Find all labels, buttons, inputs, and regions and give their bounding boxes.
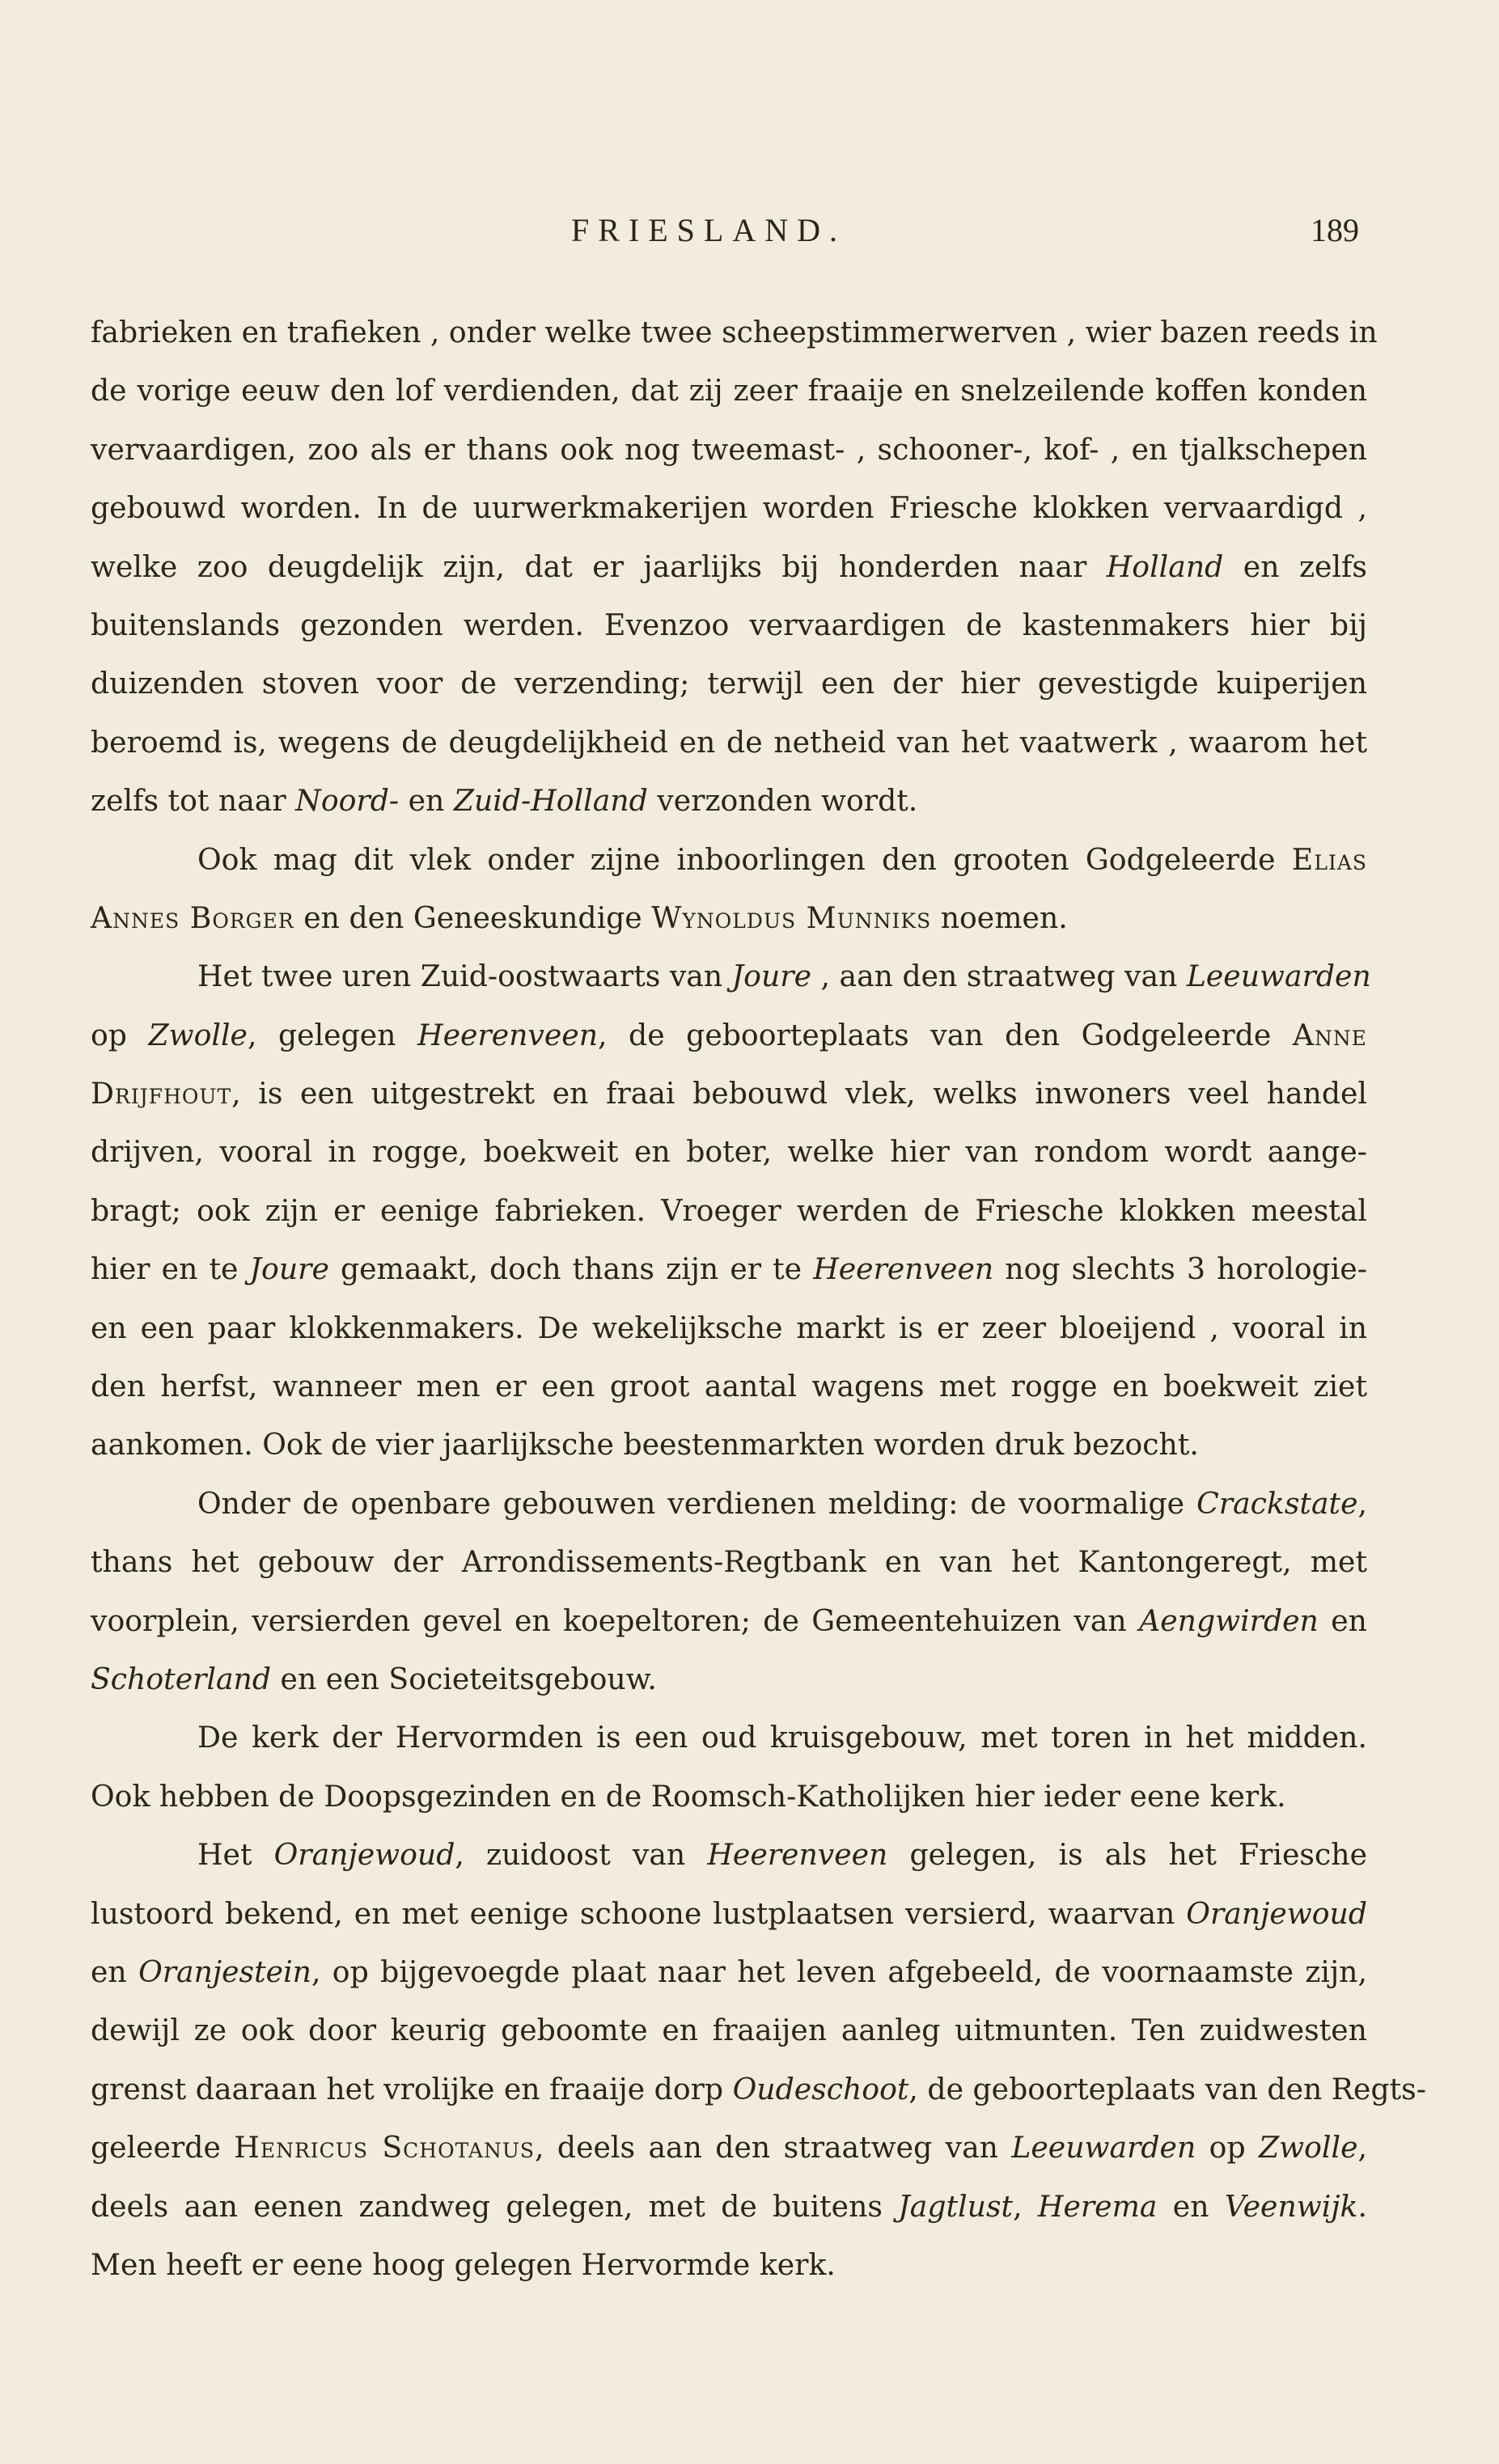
text-span: nog slechts 3 horologie- <box>993 1251 1367 1287</box>
text-line <box>91 1885 1367 1943</box>
smallcaps-name: Drijfhout <box>91 1076 232 1111</box>
italic-text: Heerenveen <box>417 1017 599 1052</box>
text-line <box>91 362 1367 420</box>
italic-text: Oranjestein <box>138 1954 311 1989</box>
text-span: , <box>1357 2130 1367 2166</box>
text-span: dewijl ze ook door keurig geboomte en fraaijen aanleg uitmunten. Ten zuidwesten <box>91 2013 1367 2048</box>
italic-text: Jagtlust <box>898 2188 1014 2224</box>
italic-text: Aengwirden <box>1139 1602 1319 1638</box>
text-span: lustoord bekend, en met eenige schoone lustplaatsen versierd, waarvan <box>91 1895 1187 1931</box>
italic-text: Heerenveen <box>813 1251 994 1287</box>
smallcaps-name: Annes Borger <box>91 900 294 935</box>
text-line <box>91 1768 1367 1826</box>
italic-text: Zuid-Holland <box>453 783 648 819</box>
text-span: duizenden stoven voor de verzending; terwijl een der hier gevestigde kuiperijen <box>91 666 1367 701</box>
text-line <box>91 2001 1367 2060</box>
text-line <box>91 479 1367 537</box>
text-span: , gelegen <box>247 1017 418 1052</box>
text-span: en <box>91 1954 139 1989</box>
text-span: , deels aan den straatweg van <box>535 2130 1012 2166</box>
text-span: , <box>1357 1485 1367 1521</box>
text-line <box>91 947 1371 1005</box>
text-span: verzonden wordt. <box>647 783 918 819</box>
text-span: , zuidoost van <box>455 1837 708 1873</box>
text-line <box>91 2236 1367 2294</box>
text-line <box>91 1650 1367 1708</box>
text-span: , op bijgevoegde plaat naar het leven afgebeeld, de voornaamste zijn, <box>311 1954 1367 1989</box>
text-line <box>91 831 1367 889</box>
text-line <box>91 303 1378 362</box>
smallcaps-name: Elias <box>1291 841 1367 877</box>
text-line <box>91 1065 1367 1123</box>
smallcaps-name: Wynoldus Munniks <box>651 900 932 935</box>
text-line <box>91 1182 1367 1240</box>
text-line <box>91 1475 1367 1533</box>
italic-text: Zwolle <box>1259 2130 1358 2166</box>
text-span: De kerk der Hervormden is een oud kruisgebouw, met toren in het midden. <box>197 1720 1367 1755</box>
smallcaps-name: Anne <box>1292 1017 1367 1052</box>
text-line <box>91 2060 1426 2119</box>
text-line <box>91 538 1367 596</box>
text-span: , de geboorteplaats van den Regts- <box>908 2071 1426 2106</box>
text-span: , de geboorteplaats van den Godgeleerde <box>598 1017 1293 1052</box>
text-line <box>91 1006 1367 1065</box>
italic-text: Joure <box>249 1251 329 1287</box>
italic-text: Leeuwarden <box>1011 2130 1196 2166</box>
italic-text: Heerenveen <box>707 1837 888 1873</box>
text-span: noemen. <box>931 900 1068 935</box>
text-span: grenst daaraan het vrolijke en fraaije dorp <box>91 2071 733 2106</box>
text-span: vervaardigen, zoo als er thans ook nog tweemast- , schooner-, kof- , en tjalkschepen <box>91 431 1367 467</box>
text-span: de vorige eeuw den lof verdienden, dat zij zeer fraaije en snelzeilende koffen konden <box>91 373 1367 409</box>
text-span: en den Geneeskundige <box>294 900 652 935</box>
italic-text: Leeuwarden <box>1186 959 1371 994</box>
text-line <box>91 654 1367 713</box>
text-line <box>91 421 1367 479</box>
text-line <box>91 1299 1367 1357</box>
text-span: Ook mag dit vlek onder zijne inboorlingen den grooten Godgeleerde <box>197 841 1292 877</box>
text-span: op <box>91 1017 149 1052</box>
text-span: . <box>1357 2188 1367 2224</box>
text-line <box>91 596 1367 654</box>
text-span: buitenslands gezonden werden. Evenzoo vervaardigen de kastenmakers hier bij <box>91 607 1367 642</box>
text-line <box>91 1943 1367 2001</box>
running-title: FRIESLAND. <box>571 212 847 248</box>
smallcaps-name: Henricus Schotanus <box>234 2130 536 2166</box>
text-line <box>91 2178 1367 2236</box>
text-span: en een Societeitsgebouw. <box>271 1661 657 1696</box>
italic-text: Noord- <box>295 783 400 819</box>
text-span: Het twee uren Zuid-oostwaarts van <box>197 959 732 994</box>
text-span: gelegen, is als het Friesche <box>887 1837 1367 1873</box>
text-span: zelfs tot naar <box>91 783 296 819</box>
text-line <box>91 1533 1367 1591</box>
italic-text: Crackstate <box>1196 1485 1358 1521</box>
text-span: gemaakt, doch thans zijn er te <box>328 1251 814 1287</box>
text-span: op <box>1196 2130 1260 2166</box>
text-line <box>91 889 1367 947</box>
text-line <box>91 1592 1367 1650</box>
text-span: Ook hebben de Doopsgezinden en de Roomsch-Katholijken hier ieder eene kerk. <box>91 1778 1286 1814</box>
text-span: thans het gebouw der Arrondissements-Regtbank en van het Kantongeregt, met <box>91 1544 1367 1580</box>
text-line <box>91 2119 1367 2177</box>
text-span: , is een uitgestrekt en fraai bebouwd vlek, welks inwoners veel handel <box>231 1076 1367 1111</box>
text-span: den herfst, wanneer men er een groot aantal wagens met rogge en boekweit ziet <box>91 1369 1367 1404</box>
text-line <box>91 1357 1367 1416</box>
text-span: Onder de openbare gebouwen verdienen melding: de voormalige <box>197 1485 1197 1521</box>
italic-text: Veenwijk <box>1224 2188 1358 2224</box>
text-line <box>91 1240 1367 1298</box>
text-span: en <box>1157 2188 1225 2224</box>
italic-text: Holland <box>1106 548 1224 584</box>
text-span: hier en te <box>91 1251 250 1287</box>
body-text <box>91 303 1426 2294</box>
text-span: , <box>1013 2188 1038 2224</box>
text-span: Het <box>197 1837 274 1873</box>
italic-text: Oranjewoud <box>273 1837 455 1873</box>
text-line <box>91 1708 1367 1767</box>
text-span: welke zoo deugdelijk zijn, dat er jaarlijks bij honderden naar <box>91 548 1107 584</box>
text-span: en een paar klokkenmakers. De wekelijksche markt is er zeer bloeijend , vooral in <box>91 1310 1367 1345</box>
page-number: 189 <box>1311 212 1359 248</box>
text-span: voorplein, versierden gevel en koepeltoren; de Gemeentehuizen van <box>91 1602 1140 1638</box>
italic-text: Oranjewoud <box>1186 1895 1367 1931</box>
text-span: gebouwd worden. In de uurwerkmakerijen worden Friesche klokken vervaardigd , <box>91 490 1367 526</box>
text-line <box>91 713 1367 772</box>
running-header <box>0 206 1499 255</box>
text-span: geleerde <box>91 2130 235 2166</box>
text-span: beroemd is, wegens de deugdelijkheid en de netheid van het vaatwerk , waarom het <box>91 724 1367 760</box>
text-line <box>91 1416 1367 1474</box>
text-span: fabrieken en trafieken , onder welke twee scheepstimmerwerven , wier bazen reeds in <box>91 315 1378 349</box>
text-line <box>91 1123 1367 1181</box>
italic-text: Herema <box>1037 2188 1158 2224</box>
text-span: deels aan eenen zandweg gelegen, met de buitens <box>91 2188 899 2224</box>
text-span: aankomen. Ook de vier jaarlijksche beestenmarkten worden druk bezocht. <box>91 1427 1199 1463</box>
italic-text: Schoterland <box>91 1661 272 1696</box>
text-span: Men heeft er eene hoog gelegen Hervormde kerk. <box>91 2246 836 2282</box>
text-span: drijven, vooral in rogge, boekweit en boter, welke hier van rondom wordt aange- <box>91 1134 1367 1170</box>
text-span: en zelfs <box>1223 548 1367 584</box>
text-span: bragt; ook zijn er eenige fabrieken. Vroeger werden de Friesche klokken meestal <box>91 1192 1367 1228</box>
text-span: , aan den straatweg van <box>811 959 1187 994</box>
text-line <box>91 772 1367 830</box>
text-line <box>91 1826 1367 1884</box>
text-span: en <box>1318 1602 1367 1638</box>
text-span: en <box>399 783 454 819</box>
italic-text: Oudeschoot <box>732 2071 909 2106</box>
italic-text: Zwolle <box>148 1017 248 1052</box>
italic-text: Joure <box>731 959 811 994</box>
